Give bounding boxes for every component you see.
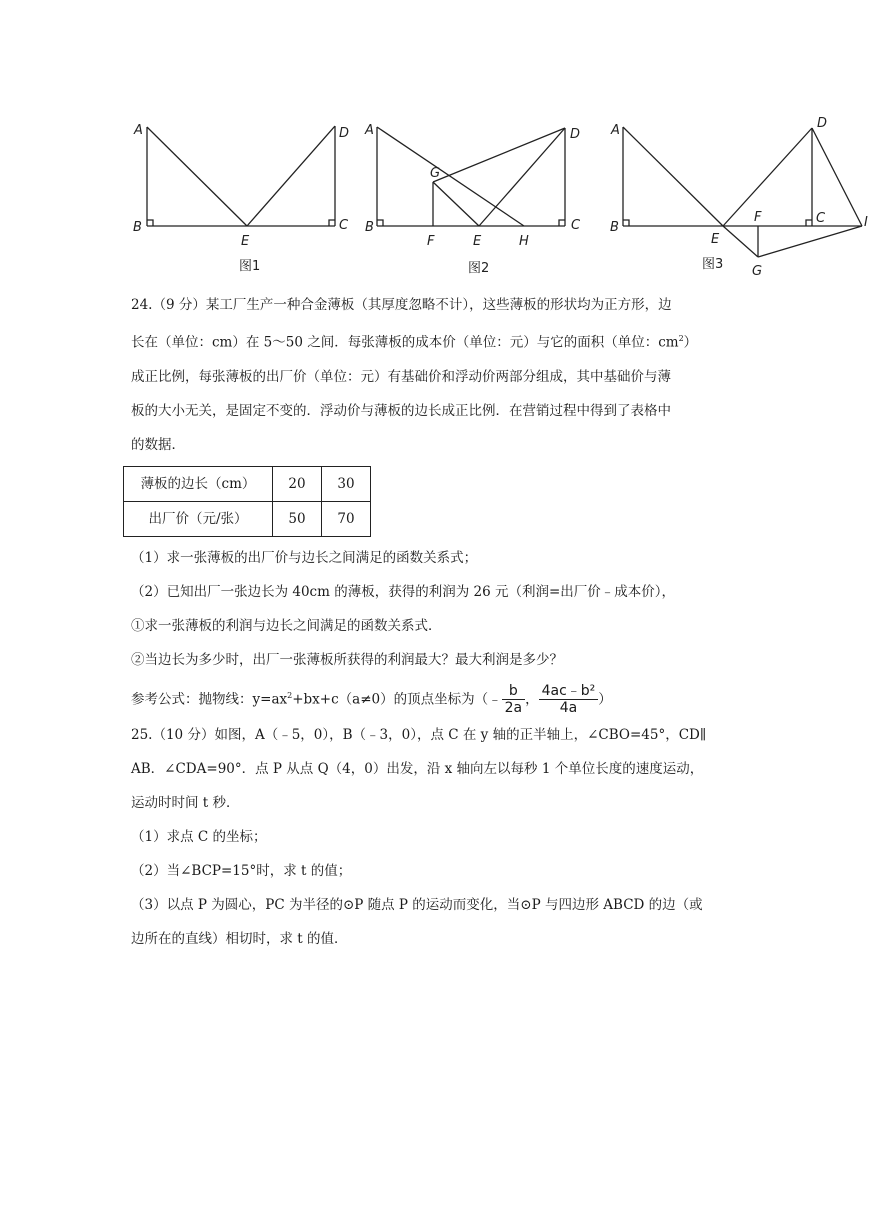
fig1-label-c: C — [339, 218, 349, 233]
q24-line4: 板的大小无关，是固定不变的．浮动价与薄板的边长成正比例．在营销过程中得到了表格中 — [131, 402, 671, 419]
fraction-b-2a: $\frac{b}{2a}$ — [502, 683, 526, 716]
q25-part2: （2）当∠BCP=15°时，求 t 的值； — [131, 863, 352, 879]
fig3-label-i: I — [864, 215, 868, 230]
problem-text — [131, 288, 751, 956]
q24-part1: （1）求一张薄板的出厂价与边长之间满足的函数关系式； — [131, 549, 478, 566]
fig2-label-e: E — [473, 234, 482, 249]
reference-formula: 参考公式：抛物线：$y=ax^2+bx+c(a\ne 0)$的顶点坐标为（﹣ $\frac{b}{2a}$ ， $\frac{\text{4ac﹣b²}}{4a}$ ） — [131, 683, 612, 716]
figure-row — [120, 110, 869, 285]
q25-part3b: 边所在的直线）相切时，求 t 的值． — [131, 931, 348, 947]
fig3-label-c: C — [816, 211, 826, 226]
fig1-label-e: E — [241, 234, 250, 249]
figure-3 — [623, 127, 862, 257]
table-cell: 50 — [273, 501, 322, 536]
table-cell: 30 — [322, 466, 371, 501]
table-header-side-length: 薄板的边长（cm） — [124, 466, 273, 501]
q24-part2a: ①求一张薄板的利润与边长之间满足的函数关系式． — [131, 617, 442, 634]
fig2-label-a: A — [365, 123, 374, 138]
table-cell: 70 — [322, 501, 371, 536]
q24-part2b: ②当边长为多少时，出厂一张薄板所获得的利润最大？最大利润是多少？ — [131, 651, 563, 668]
fig1-caption: 图1 — [239, 259, 261, 274]
fig1-label-b: B — [133, 220, 142, 235]
q25-line2: AB．∠CDA=90°．点 P 从点 Q（4，0）出发，沿 x 轴向左以每秒 1 个单位长度的速度运动， — [131, 761, 704, 777]
geometry-figures — [120, 110, 869, 285]
figure-1 — [147, 126, 335, 226]
q24-line2: 长在（单位：cm）在 5～50 之间．每张薄板的成本价（单位：元）与它的面积（单位：$cm^2$） — [131, 334, 698, 351]
fig3-label-f: F — [754, 210, 762, 225]
fig2-label-c: C — [571, 218, 581, 233]
q25-part1: （1）求点 C 的坐标； — [131, 829, 267, 845]
fig3-label-a: A — [611, 123, 620, 138]
q25-part3: （3）以点 P 为圆心，PC 为半径的⊙P 随点 P 的运动而变化，当⊙P 与四边形 ABCD 的边（或 — [131, 897, 703, 913]
data-table — [123, 466, 371, 537]
fig3-caption: 图3 — [702, 257, 724, 272]
table-header-price: 出厂价（元/张） — [124, 501, 273, 536]
fig2-label-f: F — [427, 234, 435, 249]
fig2-label-d: D — [570, 127, 581, 142]
q25-line3: 运动时时间 t 秒． — [131, 795, 240, 811]
fig3-label-d: D — [817, 116, 828, 131]
figure-2 — [377, 127, 565, 226]
fig3-label-e: E — [711, 232, 720, 247]
fig1-label-d: D — [339, 126, 350, 141]
fig1-label-a: A — [134, 123, 143, 138]
q24-line5: 的数据． — [131, 436, 185, 453]
q24-line1: 24.（9 分）某工厂生产一种合金薄板（其厚度忽略不计），这些薄板的形状均为正方形，边 — [131, 297, 672, 313]
table-row — [124, 501, 371, 536]
table-row — [124, 466, 371, 501]
fig2-label-h: H — [519, 234, 529, 249]
q24-line3: 成正比例，每张薄板的出厂价（单位：元）有基础价和浮动价两部分组成，其中基础价与薄 — [131, 368, 671, 385]
fig2-label-b: B — [365, 220, 374, 235]
q25-line1: 25.（10 分）如图，A（﹣5，0），B（﹣3，0），点 C 在 y 轴的正半轴上，∠CBO=45°，CD∥ — [131, 727, 707, 743]
q24-part2: （2）已知出厂一张边长为 40cm 的薄板，获得的利润为 26 元（利润=出厂价﹣成本价）， — [131, 583, 676, 600]
fig2-caption: 图2 — [468, 261, 490, 276]
fig2-label-g: G — [430, 166, 441, 181]
fraction-vertex-y: $\frac{\text{4ac﹣b²}}{4a}$ — [539, 683, 599, 716]
table-cell: 20 — [273, 466, 322, 501]
fig3-label-g: G — [752, 264, 763, 279]
fig3-label-b: B — [610, 220, 619, 235]
